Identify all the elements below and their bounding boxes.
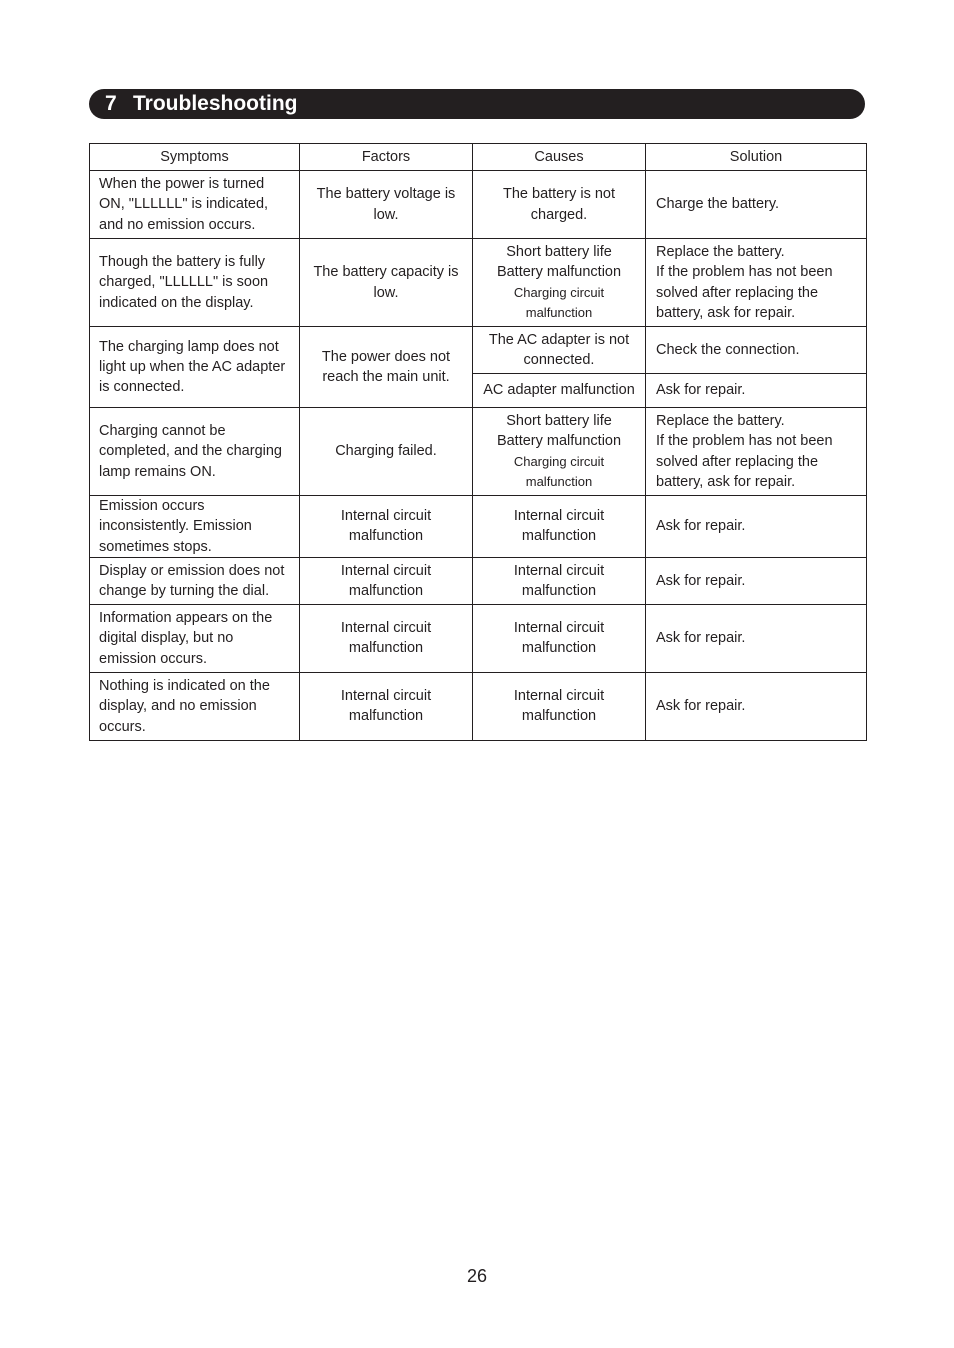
- table-row: [90, 408, 867, 496]
- page-number: 26: [466, 1266, 488, 1286]
- solution-cell: [646, 672, 867, 740]
- factor-cell: Charging failed.: [300, 408, 473, 496]
- symptom-cell: Emission occurs inconsistently. Emission sometimes stops.: [90, 496, 300, 558]
- cause-cell: The AC adapter is not connected.: [473, 327, 646, 374]
- symptom-cell: Information appears on the digital display, but no emission occurs.: [90, 604, 300, 672]
- solution-line: Ask for repair.: [656, 572, 746, 589]
- cause-cell: [473, 496, 646, 558]
- cause-cell: [473, 239, 646, 327]
- section-title: Troubleshooting: [133, 92, 298, 115]
- solution-cell: Ask for repair.: [646, 374, 867, 408]
- cause-line: Charging circuit malfunction: [513, 284, 605, 320]
- symptom-cell: Nothing is indicated on the display, and no emission occurs.: [90, 672, 300, 740]
- cause-cell: [473, 408, 646, 496]
- solution-cell: [646, 239, 867, 327]
- cause-line: Short battery life: [506, 243, 612, 260]
- header-solution: Solution: [646, 144, 867, 171]
- table-header-row: [90, 144, 867, 171]
- table-row: [90, 327, 867, 374]
- solution-cell: [646, 557, 867, 604]
- solution-cell: [646, 604, 867, 672]
- factor-cell: The power does not reach the main unit.: [300, 327, 473, 408]
- cause-cell: [473, 171, 646, 239]
- solution-line: Ask for repair.: [656, 698, 746, 715]
- table-row: [90, 496, 867, 558]
- factor-cell: Internal circuit malfunction: [300, 672, 473, 740]
- solution-cell: [646, 408, 867, 496]
- table-row: [90, 672, 867, 740]
- cause-line: Battery malfunction: [496, 433, 622, 450]
- cause-line: Charging circuit malfunction: [513, 453, 605, 489]
- cause-cell: [473, 672, 646, 740]
- header-causes: Causes: [473, 144, 646, 171]
- cause-line: The battery is not charged.: [502, 186, 616, 223]
- cause-cell: [473, 604, 646, 672]
- cause-line: Internal circuit malfunction: [513, 508, 605, 545]
- cause-line: Internal circuit malfunction: [513, 620, 605, 657]
- factor-cell: Internal circuit malfunction: [300, 604, 473, 672]
- table-row: [90, 604, 867, 672]
- solution-line: Charge the battery.: [656, 196, 780, 213]
- solution-line: Replace the battery.: [656, 243, 785, 260]
- symptom-cell: When the power is turned ON, "LLLLLL" is indicated, and no emission occurs.: [90, 171, 300, 239]
- factor-cell: Internal circuit malfunction: [300, 557, 473, 604]
- cause-line: Internal circuit malfunction: [513, 688, 605, 725]
- cause-line: Battery malfunction: [496, 264, 622, 281]
- cause-cell: [473, 557, 646, 604]
- symptom-cell: Charging cannot be completed, and the charging lamp remains ON.: [90, 408, 300, 496]
- solution-line: If the problem has not been solved after replacing the battery, ask for repair.: [656, 433, 833, 490]
- section-number: 7: [105, 92, 117, 115]
- symptom-cell: The charging lamp does not light up when the AC adapter is connected.: [90, 327, 300, 408]
- factor-cell: The battery capacity is low.: [300, 239, 473, 327]
- symptom-cell: Display or emission does not change by turning the dial.: [90, 557, 300, 604]
- cause-line: Internal circuit malfunction: [513, 562, 605, 599]
- factor-cell: Internal circuit malfunction: [300, 496, 473, 558]
- troubleshooting-table: [89, 143, 867, 741]
- cause-line: Short battery life: [506, 412, 612, 429]
- solution-cell: Check the connection.: [646, 327, 867, 374]
- solution-line: Ask for repair.: [656, 630, 746, 647]
- solution-cell: [646, 496, 867, 558]
- solution-cell: [646, 171, 867, 239]
- table-row: [90, 239, 867, 327]
- table-row: [90, 171, 867, 239]
- header-factors: Factors: [300, 144, 473, 171]
- solution-line: If the problem has not been solved after replacing the battery, ask for repair.: [656, 264, 833, 321]
- header-symptoms: Symptoms: [90, 144, 300, 171]
- section-header-bar: [89, 89, 865, 119]
- symptom-cell: Though the battery is fully charged, "LLLLLL" is soon indicated on the display.: [90, 239, 300, 327]
- table-row: [90, 557, 867, 604]
- cause-cell: AC adapter malfunction: [473, 374, 646, 408]
- factor-cell: The battery voltage is low.: [300, 171, 473, 239]
- solution-line: Replace the battery.: [656, 412, 785, 429]
- solution-line: Ask for repair.: [656, 518, 746, 535]
